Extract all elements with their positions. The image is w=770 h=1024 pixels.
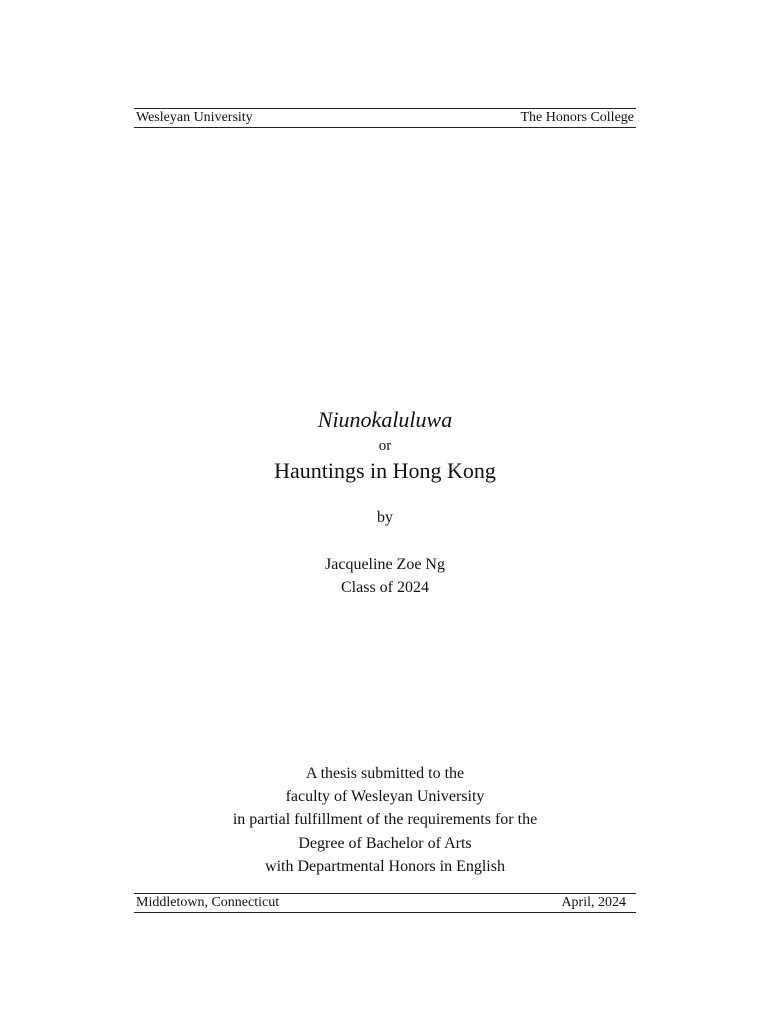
header-college: The Honors College [520,110,634,125]
class-year: Class of 2024 [341,579,429,596]
footer-location: Middletown, Connecticut [136,895,280,910]
header-institution: Wesleyan University [136,110,253,125]
page-header [134,108,636,128]
statement-line: A thesis submitted to the [305,765,465,782]
thesis-subtitle: Hauntings in Hong Kong [274,458,496,483]
byline-by: by [377,509,393,526]
submission-statement [0,762,770,878]
statement-line: with Departmental Honors in English [265,857,505,875]
statement-line: Degree of Bachelor of Arts [298,834,472,852]
statement-line: in partial fulfillment of the requirements for the [232,811,538,829]
title-connector: or [378,438,392,454]
page-footer [134,893,636,913]
thesis-title: Niunokaluluwa [317,407,453,432]
author-name: Jacqueline Zoe Ng [325,556,445,573]
footer-date: April, 2024 [561,895,626,910]
statement-line: faculty of Wesleyan University [285,788,485,806]
